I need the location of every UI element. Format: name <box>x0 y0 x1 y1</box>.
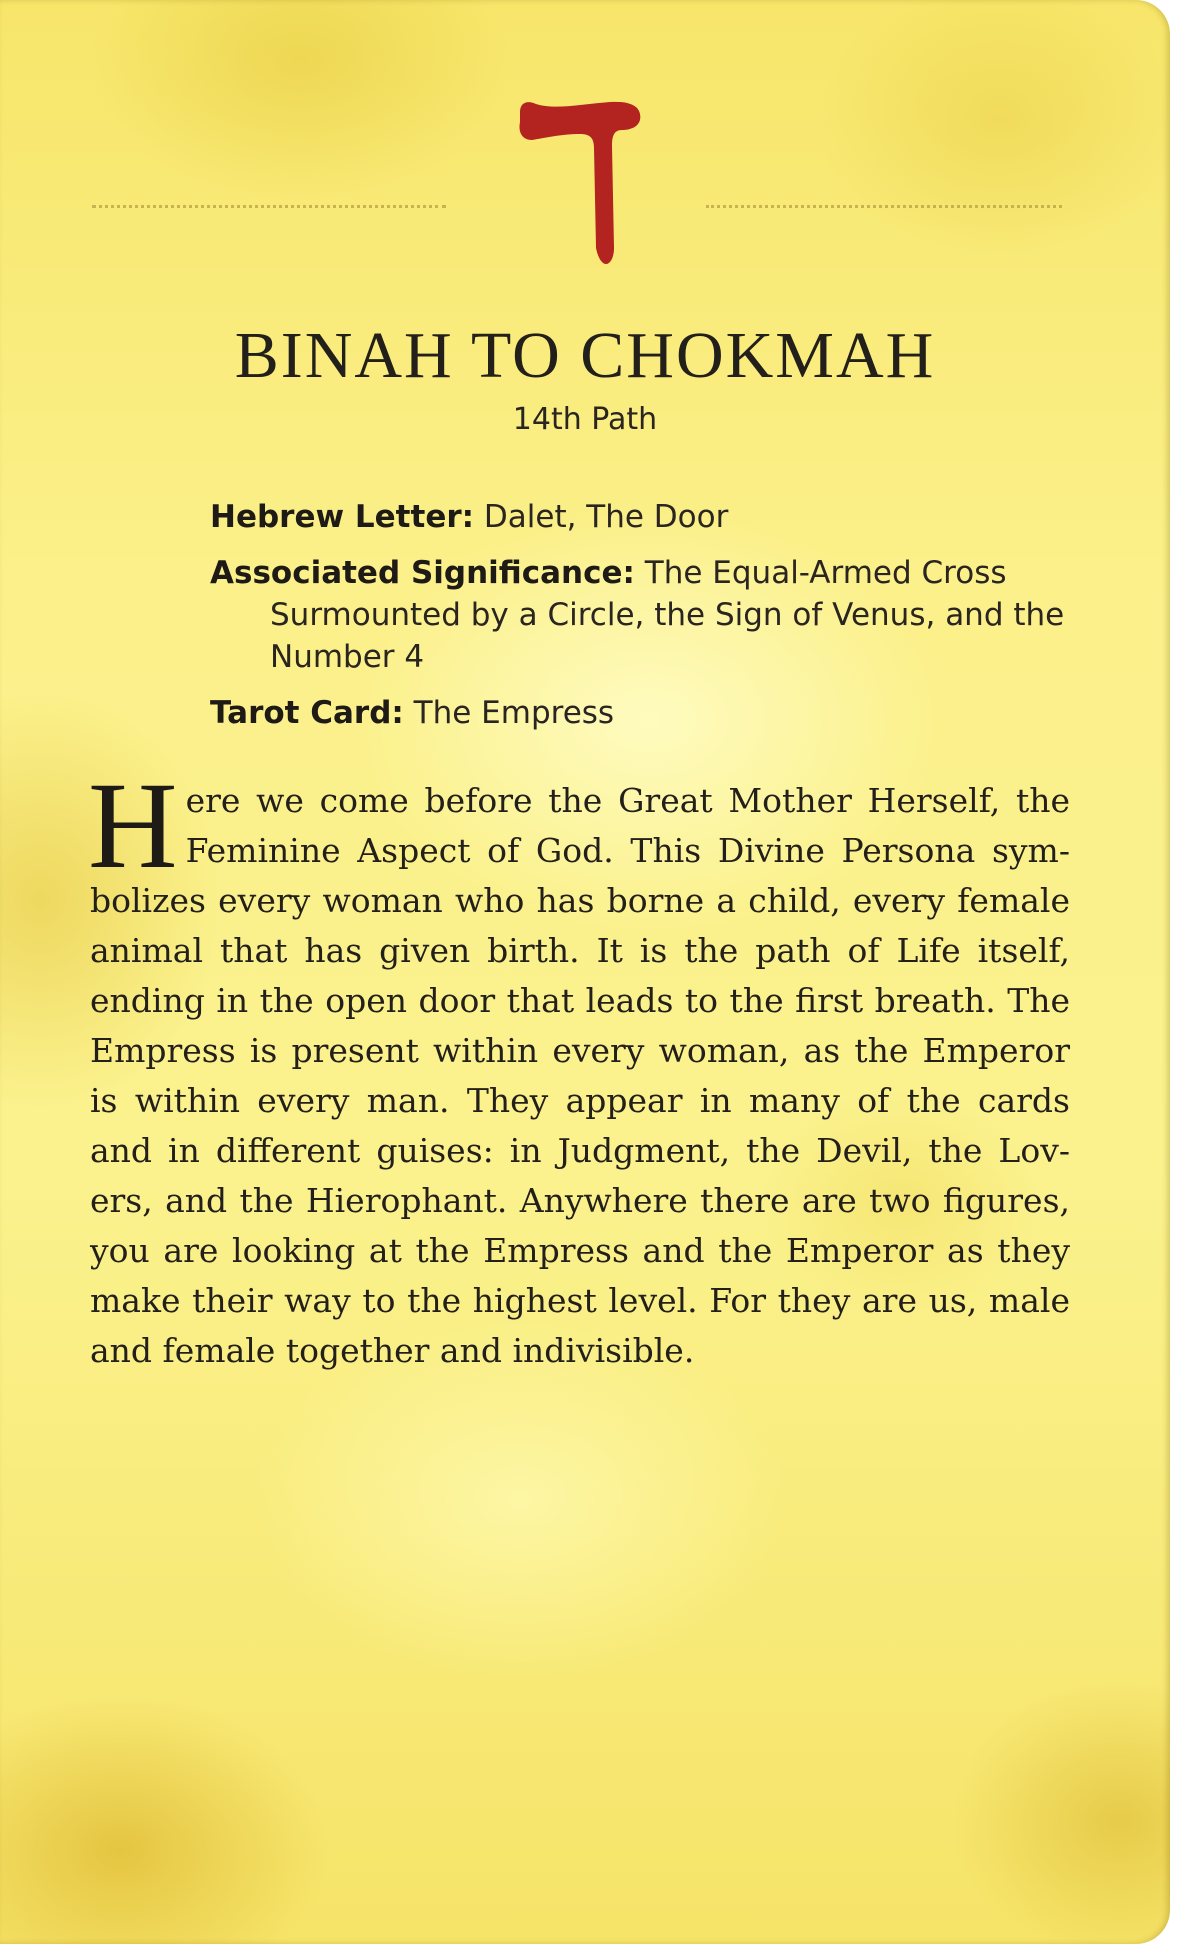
attribute-value: Dalet, The Door <box>474 499 729 535</box>
attribute-hebrew-letter <box>210 496 1090 538</box>
path-number: 14th Path <box>512 402 658 437</box>
body-text: ere we come before the Great Mother Herself, the Feminine Aspect of God. This Divine Persona sym-bolizes every woman who has borne a child, every female animal that has given birth. It is the path of Life itself, ending in the open door that leads to the first breath. The Empress is present within every woman, as the Emperor is within every man. They appear in many of the cards and in different guises: in Judgment, the Devil, the Lov-ers, and the Hierophant. Anywhere there are two figures, you are looking at the Empress and the Emperor as they make their way to the highest level. For they are us, male and female together and indivisible. <box>90 781 1070 1370</box>
drop-cap: H <box>88 757 178 894</box>
attribute-label: Hebrew Letter: <box>210 499 475 535</box>
attribute-label: Associated Significance: <box>210 555 635 591</box>
attribute-label: Tarot Card: <box>210 695 404 731</box>
body-paragraph <box>88 757 1070 1376</box>
decorative-rule-right <box>706 205 1062 208</box>
card-title: BINAH TO CHOKMAH <box>234 319 936 392</box>
attribute-tarot-card <box>210 692 1090 734</box>
dalet-letter-icon <box>514 98 646 266</box>
attribute-significance <box>210 552 1090 678</box>
attribute-value: The Empress <box>403 695 615 731</box>
decorative-rule-left <box>92 205 446 208</box>
attribute-value: The Equal-Armed Cross Surmounted by a Circle, the Sign of Venus, and the Number 4 <box>270 555 1065 675</box>
attribute-list <box>210 496 1090 748</box>
